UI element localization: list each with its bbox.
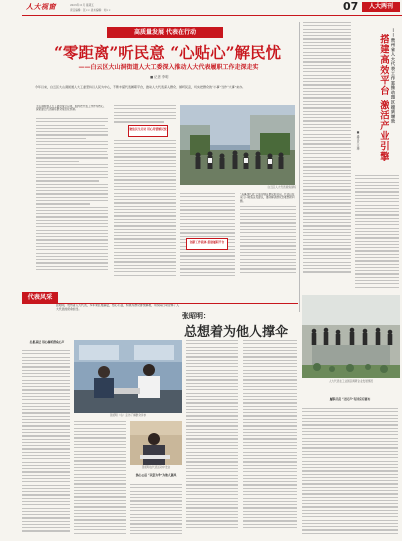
bottom-subhead-1: 扎根基层 用心倾听群众心声 bbox=[29, 340, 65, 344]
right-story-column-1 bbox=[303, 22, 351, 292]
bottom-column-2 bbox=[74, 421, 126, 538]
top-headline: “零距离”听民意 “心贴心”解民忧 bbox=[53, 43, 282, 62]
top-subheadline: ——白云区大山洞街道人大工委深入推动人大代表履职工作走深走实 bbox=[78, 64, 259, 71]
bottom-subhead-2: 热心公益 “以爱为伞”为他人遮风 bbox=[135, 473, 177, 477]
bottom-intro: 张昭明，贵州省人大代表，多年来扎根基层，热心公益，积极为群众排忧解难，用实际行动诠释了人大代表的使命担当。 bbox=[56, 304, 180, 311]
top-photo-caption: 白云区人大代表视察现场 bbox=[267, 186, 296, 189]
bottom-photo-caption-2: 张昭明在代表活动中发言 bbox=[141, 466, 171, 469]
masthead bbox=[0, 0, 402, 17]
bottom-section-label-box bbox=[22, 292, 58, 303]
bottom-column-3 bbox=[130, 484, 182, 538]
subhead-box-2 bbox=[186, 238, 228, 250]
bottom-column-6 bbox=[302, 408, 398, 538]
top-story-column-1 bbox=[36, 105, 108, 280]
masthead-editor: 责任编辑：张×× 美术编辑：刘×× bbox=[70, 9, 111, 12]
top-story-photo-image bbox=[180, 105, 295, 185]
masthead-rule bbox=[22, 15, 402, 16]
bottom-section-label: 代表风采 bbox=[27, 294, 53, 301]
top-body-paragraph-2: “有事找代表”已成为辖区群众的共识，代表们在家门口收集意见建议，推动解决群众急难愁盼问题。 bbox=[240, 193, 295, 203]
top-story-photo bbox=[180, 105, 295, 185]
top-kicker-bar bbox=[107, 27, 223, 38]
bottom-photo-1-image bbox=[74, 340, 182, 413]
right-story-photo bbox=[302, 295, 400, 378]
masthead-date: 2023年11月 星期五 bbox=[70, 4, 94, 7]
bottom-column-4 bbox=[186, 340, 238, 538]
top-story-column-4 bbox=[240, 193, 296, 280]
top-lead: 今年以来，白云区大山洞街道人大工委坚持以人民为中心，不断丰富代表履职平台，推动人大代表深入群众、倾听民意，切实把群众的“小事”当作“大事”来办。 bbox=[35, 85, 246, 89]
subhead-1: 聚焦民生关切 用心用情解民忧 bbox=[129, 126, 167, 131]
top-story-column-2b bbox=[114, 140, 176, 280]
bottom-column-1 bbox=[22, 350, 70, 538]
bottom-photo-2 bbox=[130, 421, 182, 465]
right-vertical-kicker: ——贵州省人大代表工作室推动园区提质增效 bbox=[391, 28, 396, 124]
subhead-2: 创新工作载体 搭建履职平台 bbox=[189, 239, 225, 244]
bottom-photo-1 bbox=[74, 340, 182, 413]
subhead-box-1 bbox=[128, 125, 168, 137]
right-photo-caption: 人大代表在工业园区调研企业发展情况 bbox=[328, 380, 374, 383]
bottom-photo-2-image bbox=[130, 421, 182, 465]
section-tab bbox=[362, 2, 400, 12]
right-byline: ■ 通讯员 王珊 bbox=[356, 130, 360, 150]
right-vertical-headline: 搭建高效平台 激活产业引擎 bbox=[378, 34, 389, 162]
bottom-column-5 bbox=[243, 340, 297, 538]
bottom-name-label: 张昭明： bbox=[182, 311, 210, 320]
masthead-logo: 人大视窗 bbox=[26, 2, 56, 11]
page-number: 07 bbox=[343, 0, 359, 13]
top-byline: ■ 记者 李明 bbox=[150, 75, 169, 79]
bottom-subhead-3: 履职尽责 “让民声”有回应有落实 bbox=[329, 397, 371, 401]
top-kicker: 高质量发展 代表在行动 bbox=[133, 29, 197, 36]
right-story-photo-image bbox=[302, 295, 400, 378]
bottom-headline: 总想着为他人撑伞 bbox=[184, 325, 289, 340]
bottom-photo-caption-1: 张昭明（右）走访了解群众诉求 bbox=[109, 414, 147, 417]
right-story-column-2 bbox=[355, 175, 399, 292]
top-story-column-3 bbox=[180, 193, 235, 280]
column-divider bbox=[299, 22, 300, 312]
section-label: 人大两刊 bbox=[368, 3, 393, 10]
top-body-paragraph: 大山洞街道人大工委自成立以来，始终把代表工作作为核心，探索建立代表联系群众常态化机制。 bbox=[36, 105, 107, 112]
